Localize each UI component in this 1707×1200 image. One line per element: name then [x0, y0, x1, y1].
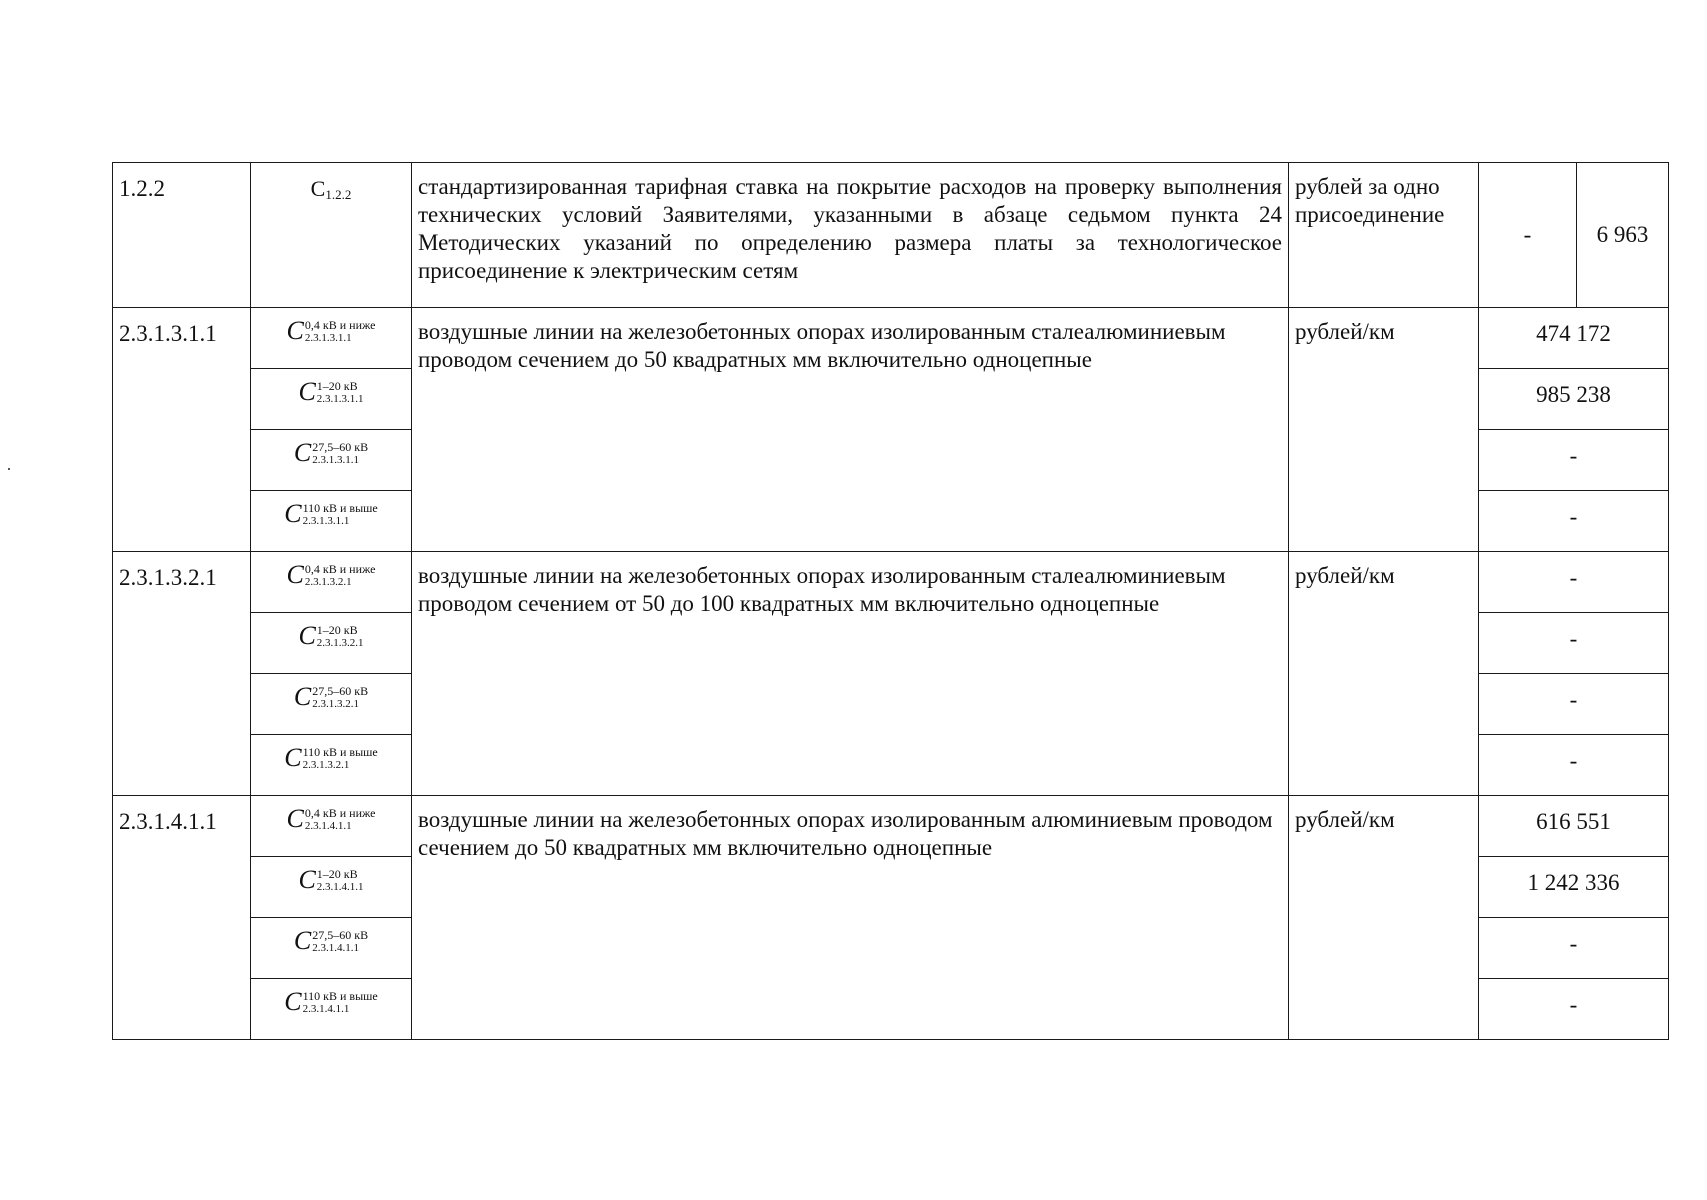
- rate-value: 1 242 336: [1479, 857, 1669, 918]
- rate-value: -: [1479, 552, 1669, 613]
- rate-value: -: [1479, 918, 1669, 979]
- tariff-table: [112, 162, 1669, 1040]
- rate-symbol: C 110 кВ и выше 2.3.1.3.2.1: [251, 735, 412, 796]
- row-description: стандартизированная тарифная ставка на покрытие расходов на проверку выполнения технических условий Заявителями, указанными в абзаце седьмом пункта 24 Методических указаний по определению размера платы за технологическое присоединение к электрическим сетям: [412, 163, 1289, 308]
- row-value-b: 6 963: [1577, 163, 1669, 308]
- rate-symbol: C 27,5–60 кВ 2.3.1.3.1.1: [251, 430, 412, 491]
- group-description: воздушные линии на железобетонных опорах изолированным сталеалюминиевым проводом сечением от 50 до 100 квадратных мм включительно одноцепные: [412, 552, 1289, 796]
- rate-value: -: [1479, 674, 1669, 735]
- group-unit: рублей/км: [1289, 308, 1479, 552]
- group-unit: рублей/км: [1289, 552, 1479, 796]
- rate-symbol: C 0,4 кВ и ниже 2.3.1.3.2.1: [251, 552, 412, 613]
- rate-symbol: C 0,4 кВ и ниже 2.3.1.4.1.1: [251, 796, 412, 857]
- table-row: [113, 796, 1669, 857]
- rate-symbol: C 110 кВ и выше 2.3.1.4.1.1: [251, 979, 412, 1040]
- rate-symbol: C 1–20 кВ 2.3.1.3.1.1: [251, 369, 412, 430]
- rate-value: -: [1479, 979, 1669, 1040]
- row-code: 1.2.2: [113, 163, 251, 308]
- rate-value: -: [1479, 735, 1669, 796]
- rate-symbol: C 27,5–60 кВ 2.3.1.3.2.1: [251, 674, 412, 735]
- rate-symbol: C 1–20 кВ 2.3.1.4.1.1: [251, 857, 412, 918]
- row-value-a: -: [1479, 163, 1577, 308]
- group-code: 2.3.1.4.1.1: [113, 796, 251, 1040]
- group-description: воздушные линии на железобетонных опорах изолированным сталеалюминиевым проводом сечением до 50 квадратных мм включительно одноцепные: [412, 308, 1289, 552]
- rate-value: -: [1479, 613, 1669, 674]
- row-unit: рублей за одно присоединение: [1289, 163, 1479, 308]
- rate-value: 474 172: [1479, 308, 1669, 369]
- rate-value: -: [1479, 491, 1669, 552]
- group-unit: рублей/км: [1289, 796, 1479, 1040]
- table-row: [113, 163, 1669, 308]
- group-description: воздушные линии на железобетонных опорах изолированным алюминиевым проводом сечением до 50 квадратных мм включительно одноцепные: [412, 796, 1289, 1040]
- rate-symbol: C 0,4 кВ и ниже 2.3.1.3.1.1: [251, 308, 412, 369]
- rate-value: -: [1479, 430, 1669, 491]
- scan-dot: [8, 468, 10, 470]
- group-code: 2.3.1.3.1.1: [113, 308, 251, 552]
- rate-symbol: C 110 кВ и выше 2.3.1.3.1.1: [251, 491, 412, 552]
- rate-symbol: $C_{1.2.2}$: [251, 163, 412, 308]
- table-row: [113, 552, 1669, 613]
- rate-value: 985 238: [1479, 369, 1669, 430]
- rate-value: 616 551: [1479, 796, 1669, 857]
- table-row: [113, 308, 1669, 369]
- group-code: 2.3.1.3.2.1: [113, 552, 251, 796]
- rate-symbol: C 27,5–60 кВ 2.3.1.4.1.1: [251, 918, 412, 979]
- rate-symbol: C 1–20 кВ 2.3.1.3.2.1: [251, 613, 412, 674]
